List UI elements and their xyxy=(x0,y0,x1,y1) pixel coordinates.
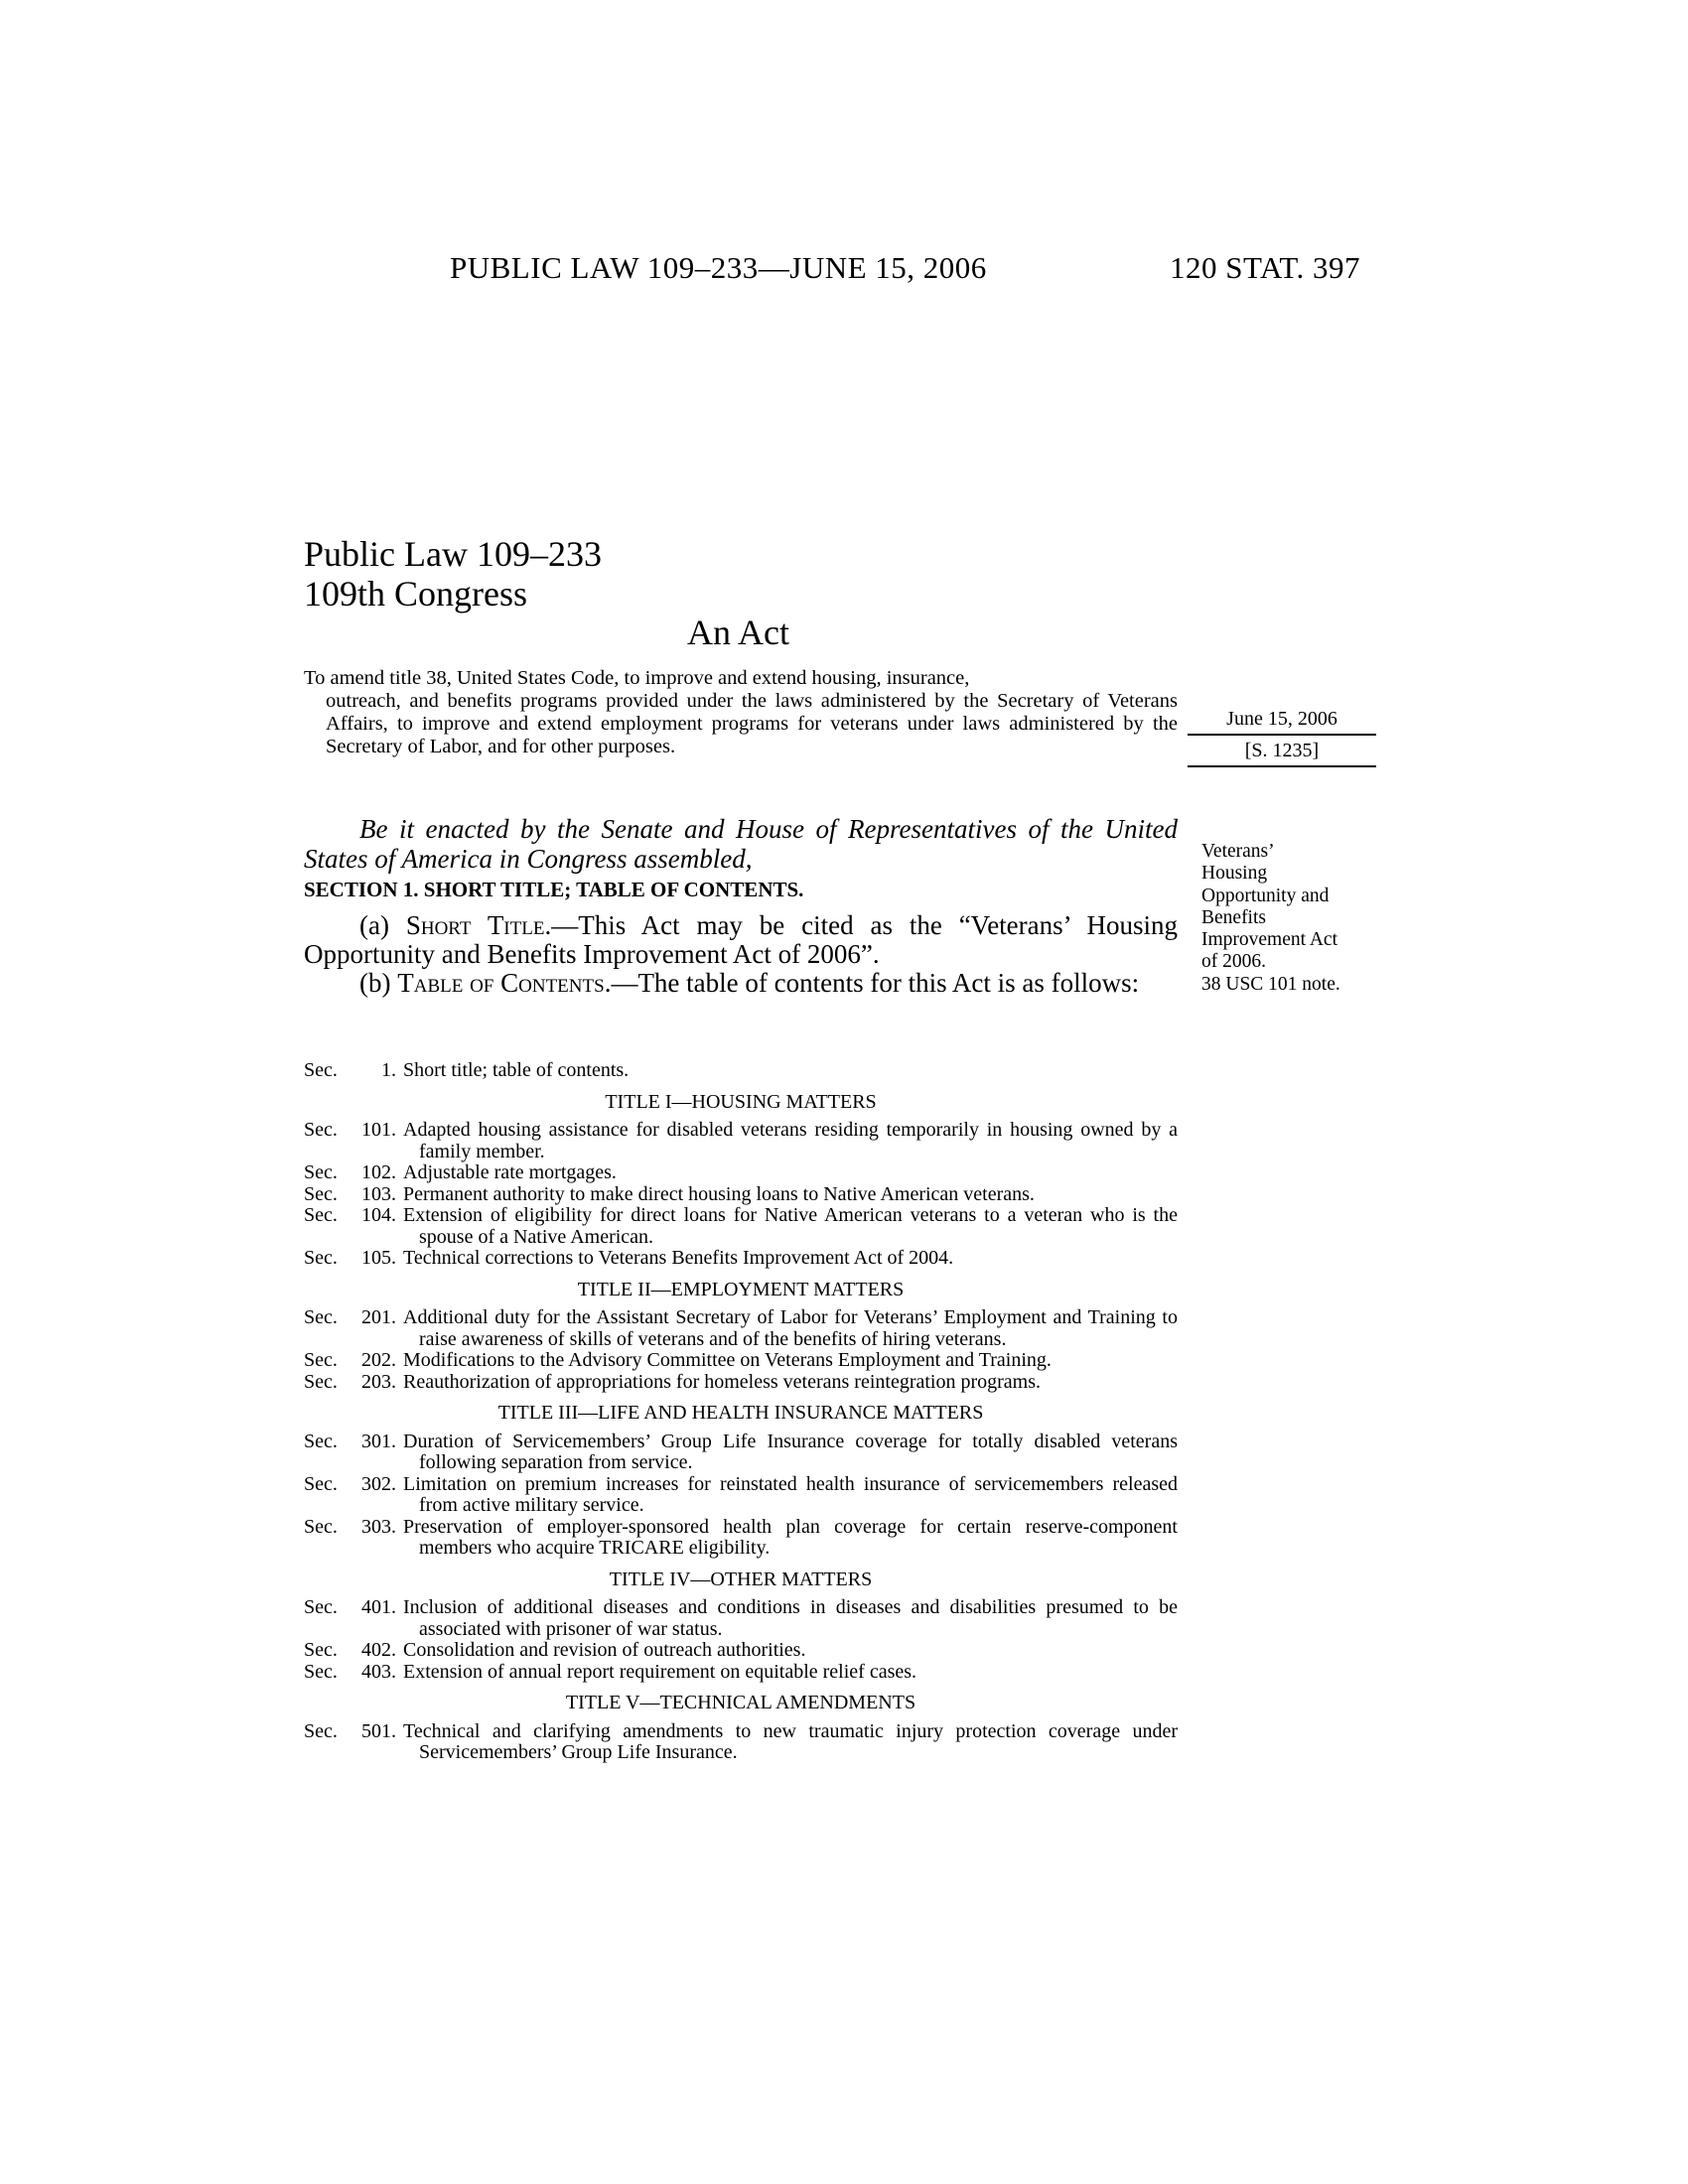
toc-sec-number: 201. xyxy=(361,1306,396,1328)
toc-entry xyxy=(304,1640,1178,1662)
toc-sec-text: Technical corrections to Veterans Benefits Improvement Act of 2004. xyxy=(403,1247,954,1269)
subsection-b-text: .—The table of contents for this Act is as follows: xyxy=(604,968,1140,998)
toc-title-heading: TITLE III—LIFE AND HEALTH INSURANCE MATTERS xyxy=(497,1402,984,1424)
subsection-b-label: (b) xyxy=(359,968,398,998)
toc-sec-text: Consolidation and revision of outreach authorities. xyxy=(403,1639,806,1661)
toc-sec-number: 101. xyxy=(361,1119,396,1141)
subsection-a xyxy=(304,911,1178,969)
toc-sec-label: Sec. xyxy=(304,1161,338,1183)
toc-entry xyxy=(304,1662,1178,1684)
toc-sec-text: Adapted housing assistance for disabled veterans residing temporarily in housing owned by a family member. xyxy=(403,1119,1178,1162)
toc-entry xyxy=(304,1184,1178,1206)
toc-sec-number: 1. xyxy=(381,1059,396,1081)
running-header-page: 120 STAT. 397 xyxy=(1170,250,1361,285)
act-purpose xyxy=(304,667,1178,758)
purpose-first-line: To amend title 38, United States Code, to improve and extend housing, insurance, xyxy=(304,667,970,689)
toc-entry xyxy=(304,1205,1178,1248)
toc-entry xyxy=(304,1474,1178,1517)
subsection-b-caption: Table of Contents xyxy=(397,968,605,998)
running-header-left: PUBLIC LAW 109–233—JUNE 15, 2006 xyxy=(450,250,987,285)
toc-sec-text: Extension of annual report requirement on equitable relief cases. xyxy=(403,1660,917,1683)
toc-sec-number: 303. xyxy=(361,1515,396,1538)
toc-sec-label: Sec. xyxy=(304,1370,338,1393)
toc-title-heading: TITLE IV—OTHER MATTERS xyxy=(609,1568,873,1590)
toc-sec-number: 203. xyxy=(361,1370,396,1393)
toc-sec-number: 402. xyxy=(361,1639,396,1661)
toc-sec-text: Permanent authority to make direct housing loans to Native American veterans. xyxy=(403,1182,1035,1205)
margin-note-line: Housing xyxy=(1201,863,1268,885)
toc-sec-number: 104. xyxy=(361,1204,396,1226)
toc-sec-text: Preservation of employer-sponsored health plan coverage for certain reserve-component members who acquire TRICARE eligibility. xyxy=(403,1515,1178,1559)
act-title: An Act xyxy=(687,613,789,652)
toc-sec-number: 501. xyxy=(361,1719,396,1742)
margin-date-block xyxy=(1188,706,1376,767)
toc-sec-text: Modifications to the Advisory Committee on Veterans Employment and Training. xyxy=(403,1349,1052,1371)
subsection-a-caption: Short Title xyxy=(405,910,545,940)
enacting-clause: Be it enacted by the Senate and House of Representatives of the United States of America in Congress assembled, xyxy=(304,814,1178,874)
toc-sec-number: 401. xyxy=(361,1596,396,1618)
table-of-contents xyxy=(304,1060,1178,1764)
purpose-rest: outreach, and benefits programs provided under the laws administered by the Secretary of Veterans Affairs, to improve and extend employment programs for veterans under laws administered by the Secretary of Labor, and for other purposes. xyxy=(326,690,1178,757)
toc-entry xyxy=(304,1350,1178,1372)
toc-sec-number: 102. xyxy=(361,1161,396,1183)
toc-sec-number: 301. xyxy=(361,1430,396,1452)
toc-sec-label: Sec. xyxy=(304,1719,338,1742)
toc-sec-label: Sec. xyxy=(304,1059,338,1081)
toc-sec-text: Reauthorization of appropriations for homeless veterans reintegration programs. xyxy=(403,1370,1042,1393)
subsection-b xyxy=(304,969,1178,998)
subsection-a-label: (a) xyxy=(359,910,406,940)
toc-sec-number: 202. xyxy=(361,1349,396,1371)
toc-sec-label: Sec. xyxy=(304,1639,338,1661)
toc-entry xyxy=(304,1372,1178,1394)
margin-note-line: Improvement Act xyxy=(1201,929,1338,951)
margin-note-line: Opportunity and xyxy=(1201,885,1330,906)
toc-entry xyxy=(304,1120,1178,1162)
toc-entry xyxy=(304,1432,1178,1474)
toc-entry xyxy=(304,1517,1178,1560)
toc-sec-label: Sec. xyxy=(304,1182,338,1205)
toc-sec-label: Sec. xyxy=(304,1472,338,1495)
toc-sec-label: Sec. xyxy=(304,1515,338,1538)
toc-entry xyxy=(304,1060,1178,1082)
bill-number: [S. 1235] xyxy=(1188,736,1376,767)
toc-sec-label: Sec. xyxy=(304,1204,338,1226)
toc-sec-text: Short title; table of contents. xyxy=(403,1059,630,1081)
toc-entry xyxy=(304,1162,1178,1184)
toc-sec-label: Sec. xyxy=(304,1430,338,1452)
toc-sec-text: Duration of Servicemembers’ Group Life Insurance coverage for totally disabled veterans following separation from service. xyxy=(403,1430,1178,1473)
toc-title-heading: TITLE I—HOUSING MATTERS xyxy=(605,1090,877,1113)
toc-sec-text: Technical and clarifying amendments to new traumatic injury protection coverage under Servicemembers’ Group Life Insurance. xyxy=(403,1719,1178,1763)
toc-sec-number: 105. xyxy=(361,1247,396,1269)
margin-note-short-title xyxy=(1201,841,1390,996)
toc-sec-text: Limitation on premium increases for reinstated health insurance of servicemembers released from active military service. xyxy=(403,1472,1178,1516)
toc-sec-number: 302. xyxy=(361,1472,396,1495)
toc-sec-text: Additional duty for the Assistant Secretary of Labor for Veterans’ Employment and Training to raise awareness of skills of veterans and of the benefits of hiring veterans. xyxy=(403,1306,1178,1350)
toc-title-heading: TITLE V—TECHNICAL AMENDMENTS xyxy=(565,1692,916,1713)
margin-note-line: Benefits xyxy=(1201,906,1266,928)
toc-entry xyxy=(304,1307,1178,1350)
toc-sec-text: Inclusion of additional diseases and conditions in diseases and disabilities presumed to be associated with prisoner of war status. xyxy=(403,1596,1178,1640)
section-heading: SECTION 1. SHORT TITLE; TABLE OF CONTENTS. xyxy=(304,878,804,901)
toc-entry xyxy=(304,1597,1178,1640)
toc-sec-label: Sec. xyxy=(304,1306,338,1328)
toc-entry xyxy=(304,1721,1178,1764)
enactment-date: June 15, 2006 xyxy=(1188,706,1376,736)
toc-sec-number: 403. xyxy=(361,1660,396,1683)
toc-title-heading: TITLE II—EMPLOYMENT MATTERS xyxy=(577,1278,905,1300)
toc-sec-text: Extension of eligibility for direct loans for Native American veterans to a veteran who is the spouse of a Native American. xyxy=(403,1204,1178,1248)
toc-sec-label: Sec. xyxy=(304,1596,338,1618)
margin-note-line: 38 USC 101 note. xyxy=(1201,973,1340,995)
toc-sec-text: Adjustable rate mortgages. xyxy=(403,1161,617,1183)
subsection-a-text: .—This Act may be cited as the “Veterans’ Housing Opportunity and Benefits Improvement Act of 2006”. xyxy=(304,910,1179,969)
margin-note-line: of 2006. xyxy=(1201,951,1266,973)
toc-entry xyxy=(304,1248,1178,1270)
toc-sec-label: Sec. xyxy=(304,1247,338,1269)
toc-sec-label: Sec. xyxy=(304,1660,338,1683)
congress-number: 109th Congress xyxy=(304,574,527,614)
toc-sec-label: Sec. xyxy=(304,1349,338,1371)
law-number: Public Law 109–233 xyxy=(304,534,602,574)
toc-sec-label: Sec. xyxy=(304,1119,338,1141)
margin-note-line: Veterans’ xyxy=(1201,841,1275,862)
toc-sec-number: 103. xyxy=(361,1182,396,1205)
